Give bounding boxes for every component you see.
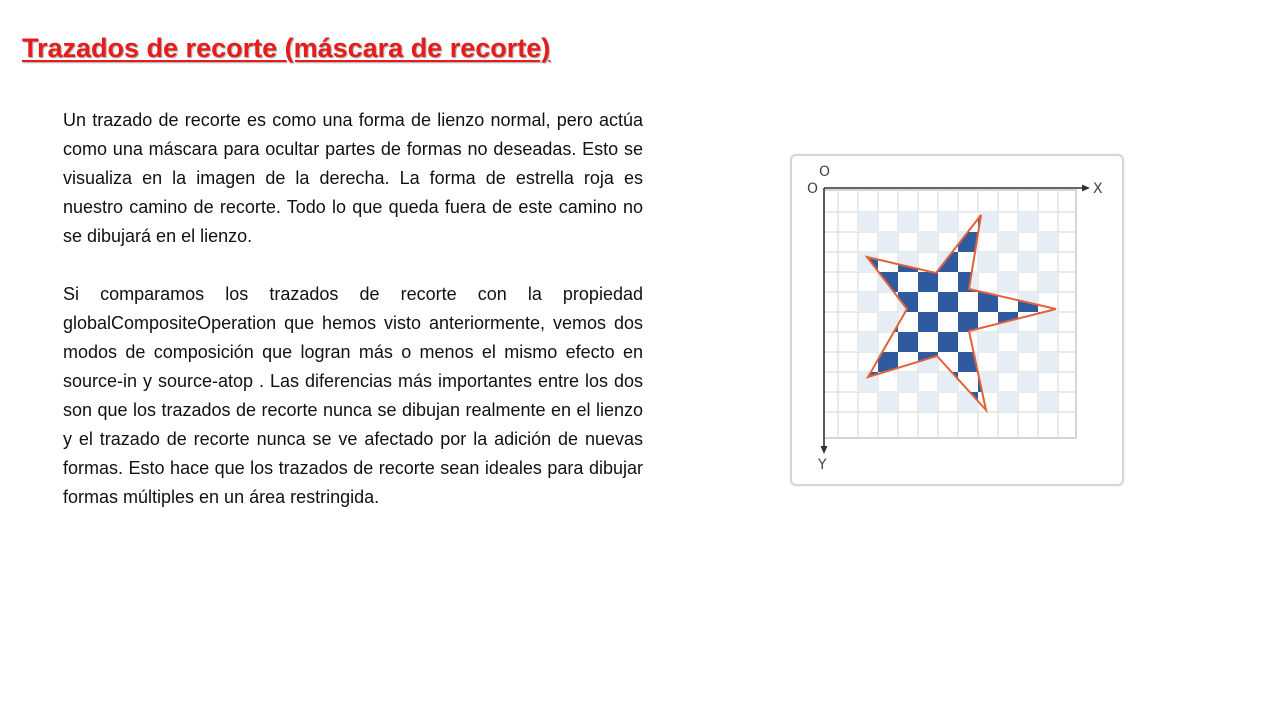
paragraph-clipping-intro: Un trazado de recorte es como una forma de lienzo normal, pero actúa como una máscara para ocultar partes de formas no deseadas. Esto se visualiza en la imagen de la derecha. La forma de estrella roja es nuestro camino de recorte. Todo lo que queda fuera de este camino no se dibujará en el lienzo. (63, 110, 643, 246)
clipping-diagram (792, 156, 1122, 484)
x-axis-label: X (1093, 181, 1103, 197)
origin-y-label: O (807, 181, 819, 197)
clipping-path-figure (790, 154, 1124, 486)
paragraph-composite-comparison: Si comparamos los trazados de recorte con la propiedad globalCompositeOperation que hemos visto anteriormente, vemos dos modos de composición que logran más o menos el mismo efecto en source-in y source-atop . Las diferencias más importantes entre los dos son que los trazados de recorte nunca se dibujan realmente en el lienzo y el trazado de recorte nunca se ve afectado por la adición de nuevas formas. Esto hace que los trazados de recorte sean ideales para dibujar formas múltiples en un área restringida. (63, 284, 643, 507)
slide-title: Trazados de recorte (máscara de recorte) (22, 33, 551, 63)
y-axis-label: Y (818, 457, 827, 473)
origin-x-label: O (819, 164, 831, 180)
body-text (63, 106, 643, 541)
